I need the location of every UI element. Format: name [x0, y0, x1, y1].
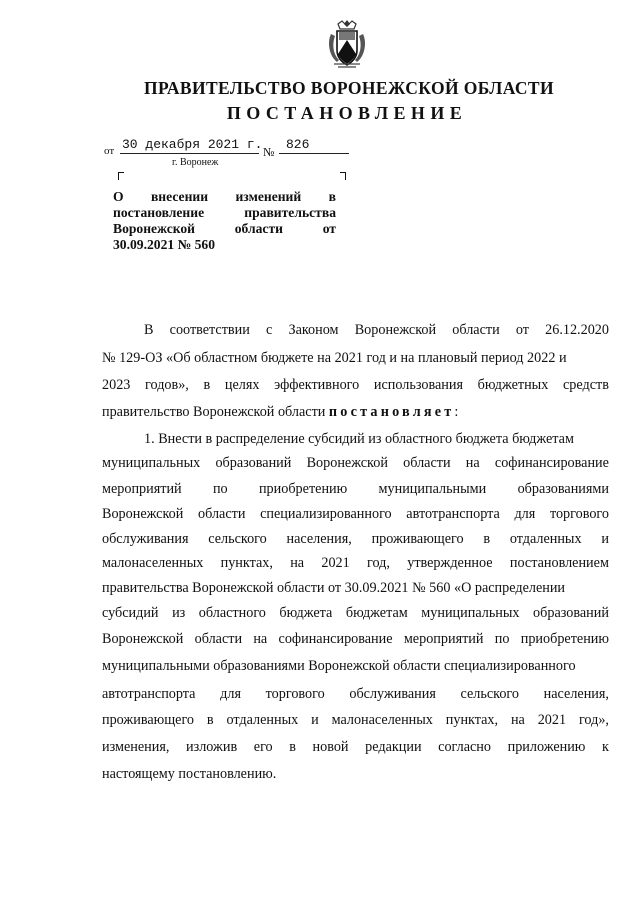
- body-word: автотранспорта: [406, 506, 500, 522]
- body-word: торгового: [549, 506, 609, 522]
- subject-line: [113, 189, 336, 205]
- subject-line: [113, 237, 336, 253]
- body-line: [144, 431, 609, 448]
- body-word: для: [220, 686, 241, 702]
- decree-keyword: постановляет: [328, 404, 455, 420]
- body-word: бюджетам: [345, 605, 408, 621]
- body-word: с: [265, 322, 273, 338]
- subject-line: [113, 205, 336, 221]
- body-word: для: [514, 506, 536, 522]
- body-word: утвержденное: [407, 555, 493, 571]
- date-prefix: от: [104, 145, 115, 157]
- subject-word: области: [234, 221, 283, 236]
- body-line: [102, 531, 609, 548]
- body-word: 1. Внести в распределение субсидий из областного бюджета бюджетам: [144, 431, 574, 447]
- body-word: к: [602, 739, 609, 755]
- body-word: редакции: [365, 739, 422, 755]
- body-word: на: [465, 455, 480, 471]
- body-word: софинансирование: [494, 455, 609, 471]
- body-word: и: [601, 531, 609, 547]
- body-word: целях: [224, 377, 260, 393]
- body-word: образований: [533, 605, 609, 621]
- body-word: отдаленных: [509, 531, 582, 547]
- body-word: населения,: [543, 686, 609, 702]
- body-word: области: [198, 506, 246, 522]
- body-word: в: [206, 712, 214, 728]
- body-word: правительство Воронежской области: [102, 404, 329, 420]
- body-word: специализированного: [260, 506, 392, 522]
- body-word: на: [510, 712, 525, 728]
- body-word: приобретению: [520, 631, 609, 647]
- body-word: его: [253, 739, 273, 755]
- subject-word: 30.09.2021 № 560: [113, 237, 216, 252]
- body-word: проживающего: [371, 531, 464, 547]
- body-word: малонаселенных: [331, 712, 433, 728]
- body-word: от: [515, 322, 529, 338]
- body-word: 2023: [102, 377, 131, 393]
- body-word: № 129-ОЗ «Об областном бюджете на 2021 год и на плановый период 2022 и: [102, 350, 567, 366]
- body-word: средств: [562, 377, 609, 393]
- body-line: [102, 631, 609, 648]
- body-word: в: [289, 739, 296, 755]
- body-word: В: [144, 322, 154, 338]
- coat-of-arms-icon: [325, 18, 369, 70]
- body-word: в: [203, 377, 211, 393]
- body-word: на: [290, 555, 305, 571]
- body-word: муниципальных: [102, 455, 201, 471]
- body-word: правительства Воронежской области от 30.09.2021 № 560 «О распределении: [102, 580, 566, 596]
- decree-subject: [113, 189, 336, 253]
- subject-word: постановление: [113, 205, 205, 220]
- body-word: сельского: [208, 531, 267, 547]
- body-line: [102, 404, 609, 421]
- body-word: муниципальными: [378, 481, 487, 497]
- decree-colon: :: [454, 404, 459, 420]
- body-line: [102, 455, 609, 472]
- body-word: по: [494, 631, 510, 647]
- body-line: [102, 481, 609, 498]
- body-word: субсидий: [102, 605, 159, 621]
- body-word: приложению: [507, 739, 586, 755]
- body-line: [102, 555, 609, 572]
- body-word: малонаселенных: [102, 555, 204, 571]
- body-word: проживающего: [102, 712, 195, 728]
- body-word: год,: [367, 555, 390, 571]
- body-word: Воронежской: [306, 455, 388, 471]
- body-word: Воронежской: [354, 322, 437, 338]
- document-type: ПОСТАНОВЛЕНИЕ: [226, 103, 468, 123]
- date-underline: [120, 153, 259, 154]
- body-line: [102, 377, 609, 394]
- body-word: годов»,: [145, 377, 189, 393]
- subject-word: от: [322, 221, 336, 236]
- body-word: мероприятий: [403, 631, 484, 647]
- body-word: обслуживания: [102, 531, 189, 547]
- body-word: постановлением: [509, 555, 609, 571]
- left-corner-mark: [118, 172, 124, 180]
- body-word: образованиями: [517, 481, 609, 497]
- body-word: области: [194, 631, 243, 647]
- place-of-issue: г. Воронеж: [172, 157, 219, 168]
- body-word: населения,: [286, 531, 352, 547]
- body-line: [102, 739, 609, 756]
- organization-name: ПРАВИТЕЛЬСТВО ВОРОНЕЖСКОЙ ОБЛАСТИ: [143, 78, 555, 98]
- body-word: Законом: [288, 322, 339, 338]
- body-word: Воронежской: [102, 506, 184, 522]
- body-word: из: [172, 605, 186, 621]
- body-line: [102, 580, 609, 597]
- body-word: изложив: [186, 739, 238, 755]
- body-line: [144, 322, 609, 339]
- body-line: [102, 766, 609, 783]
- body-word: эффективного: [274, 377, 360, 393]
- body-word: пунктах,: [220, 555, 273, 571]
- subject-word: в: [328, 189, 336, 204]
- body-word: областного: [198, 605, 266, 621]
- subject-word: изменений: [235, 189, 302, 204]
- body-word: настоящему постановлению.: [102, 766, 277, 782]
- body-word: муниципальных: [421, 605, 520, 621]
- subject-word: внесении: [150, 189, 209, 204]
- body-word: торгового: [265, 686, 325, 702]
- body-line: [102, 605, 609, 622]
- body-word: соответствии: [169, 322, 250, 338]
- body-word: 2021: [537, 712, 567, 728]
- body-word: области: [403, 455, 451, 471]
- body-line: [102, 686, 609, 703]
- body-word: на: [253, 631, 268, 647]
- body-word: бюджетных: [477, 377, 549, 393]
- body-word: год»,: [578, 712, 609, 728]
- body-word: согласно: [438, 739, 491, 755]
- body-word: приобретению: [258, 481, 348, 497]
- body-line: [102, 506, 609, 523]
- body-word: 2021: [321, 555, 350, 571]
- number-underline: [279, 153, 349, 154]
- subject-word: О: [113, 189, 124, 204]
- body-word: сельского: [460, 686, 519, 702]
- subject-word: правительства: [244, 205, 336, 220]
- right-corner-mark: [340, 172, 346, 180]
- body-line: [102, 712, 609, 729]
- body-line: [102, 658, 609, 675]
- body-word: и: [311, 712, 319, 728]
- subject-line: [113, 221, 336, 237]
- body-word: софинансирование: [278, 631, 393, 647]
- decree-date: 30 декабря 2021 г.: [122, 137, 263, 152]
- body-word: использования: [373, 377, 463, 393]
- body-word: обслуживания: [349, 686, 436, 702]
- body-word: по: [212, 481, 228, 497]
- subject-word: Воронежской: [113, 221, 196, 236]
- number-sign: №: [263, 145, 275, 159]
- body-word: муниципальными образованиями Воронежской области специализированного: [102, 658, 576, 674]
- body-word: пунктах,: [445, 712, 499, 728]
- body-word: автотранспорта: [102, 686, 196, 702]
- decree-number: 826: [286, 137, 310, 152]
- body-word: изменения,: [102, 739, 170, 755]
- body-word: области: [452, 322, 500, 338]
- body-word: отдаленных: [226, 712, 299, 728]
- body-line: [102, 350, 609, 367]
- body-word: новой: [312, 739, 349, 755]
- body-word: Воронежской: [102, 631, 184, 647]
- body-word: образований: [215, 455, 292, 471]
- body-word: бюджета: [279, 605, 333, 621]
- body-word: 26.12.2020: [545, 322, 609, 338]
- body-word: в: [483, 531, 491, 547]
- body-word: мероприятий: [102, 481, 182, 497]
